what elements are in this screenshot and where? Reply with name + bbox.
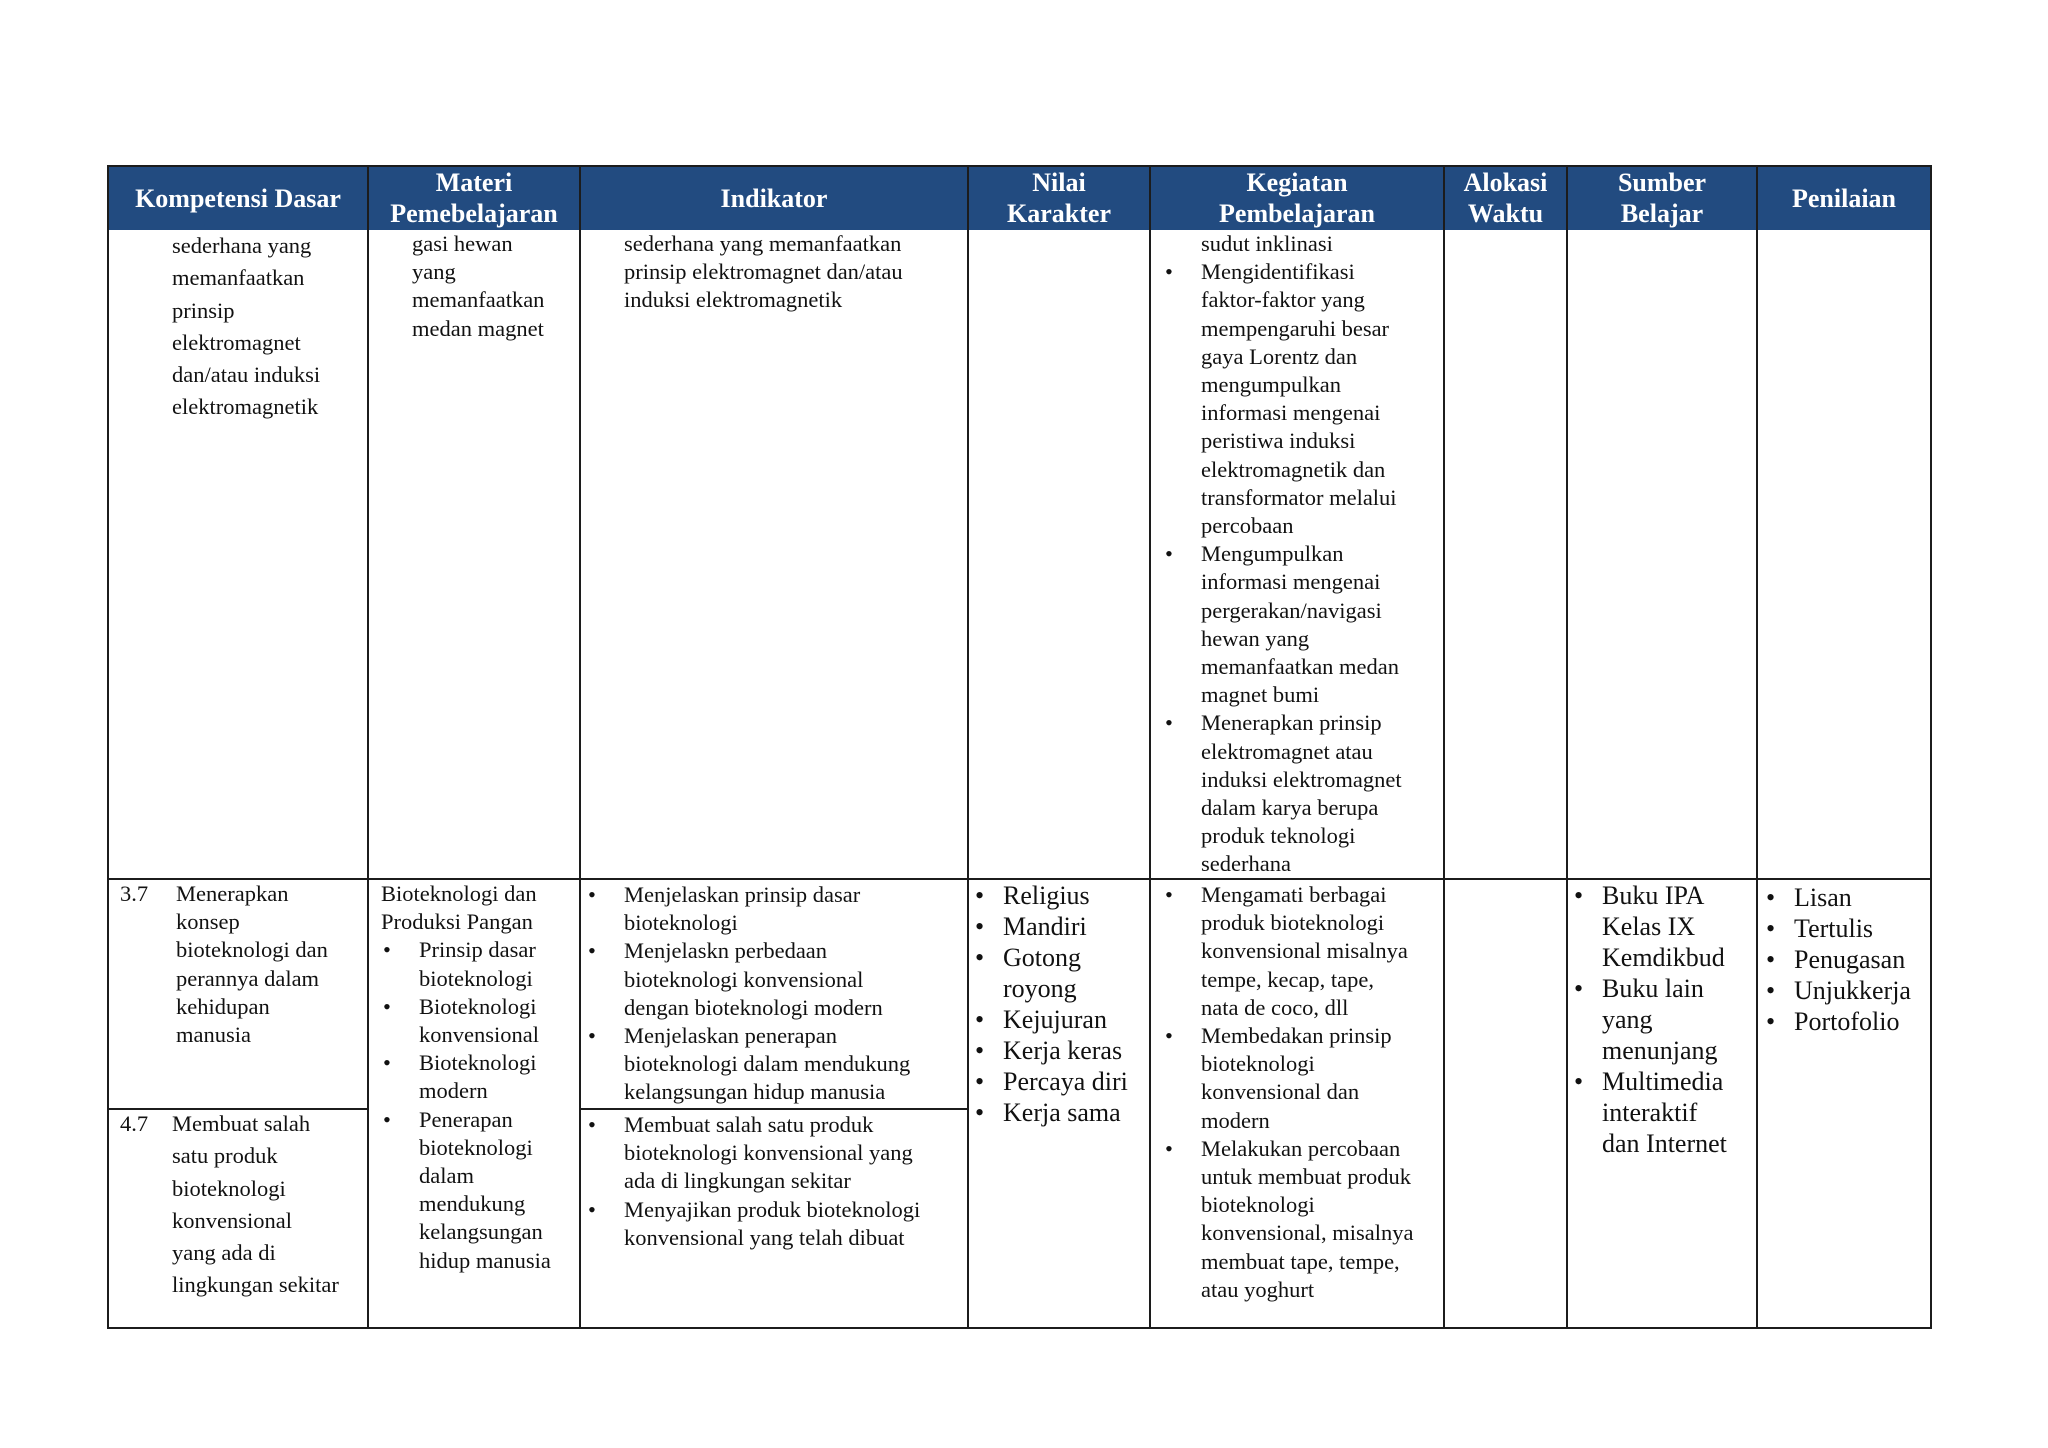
bullet-icon: •: [1766, 883, 1776, 912]
sub-row-divider-indikator: [580, 1108, 968, 1110]
bullet-icon: •: [588, 1023, 596, 1049]
bullet-icon: •: [588, 882, 596, 907]
list-item: • Mandiri: [975, 912, 1087, 941]
list-item: • Buku lain yang menunjang: [1574, 974, 1718, 1065]
bullet-icon: •: [975, 1098, 985, 1127]
bullet-icon: •: [588, 938, 596, 964]
header-alokasi-waktu: Alokasi Waktu: [1463, 168, 1548, 228]
header-indikator: Indikator: [720, 183, 828, 213]
col-divider: [579, 165, 581, 1329]
list-item: • Kejujuran: [975, 1005, 1107, 1034]
bullet-icon: •: [975, 1005, 985, 1034]
list-item: • Membedakan prinsip bioteknologi konvensional dan modern: [1165, 1023, 1392, 1133]
col-divider: [1756, 165, 1758, 1329]
header-kegiatan-pembelajaran: Kegiatan Pembelajaran: [1219, 168, 1375, 228]
list-item: • Mengidentifikasi faktor-faktor yang mempengaruhi besar gaya Lorentz dan mengumpulkan informasi mengenai peristiwa induksi elektromagnetik dan transformator melalui percobaan: [1165, 259, 1397, 539]
bullet-icon: •: [1574, 1067, 1584, 1096]
list-item: • Melakukan percobaan untuk membuat produk bioteknologi konvensional, misalnya membuat tape, tempe, atau yoghurt: [1165, 1135, 1414, 1302]
row1-kegiatan: sudut inklinasi • Mengidentifikasi faktor-faktor yang mempengaruhi besar gaya Lorentz dan mengumpulkan informasi mengenai peristiwa induksi elektromagnetik dan transformator melalui percobaan • Mengumpulkan informasi mengenai pergerakan/navigasi hewan yang memanfaatkan medan magnet bumi • Menerapkan prinsip elektromagnet atau induksi elektromagnet dalam karya berupa produk teknologi sederhana: [1201, 230, 1402, 879]
bullet-icon: •: [975, 943, 985, 972]
bullet-icon: •: [1574, 881, 1584, 910]
bullet-icon: •: [383, 1106, 391, 1132]
bullet-icon: •: [1766, 1007, 1776, 1036]
bullet-icon: •: [383, 937, 391, 963]
header-penilaian: Penilaian: [1791, 183, 1896, 213]
list-item: • Buku IPA Kelas IX Kemdikbud: [1574, 881, 1725, 972]
list-item: • Tertulis: [1766, 914, 1874, 943]
bullet-icon: •: [383, 1050, 391, 1076]
list-item: • Penerapan bioteknologi dalam mendukung kelangsungan hidup manusia: [383, 1106, 551, 1273]
col-divider: [1930, 165, 1932, 1329]
list-item: • Penugasan: [1766, 945, 1906, 974]
list-item: • Multimedia interaktif dan Internet: [1574, 1067, 1727, 1158]
list-item: • Percaya diri: [975, 1067, 1128, 1096]
bullet-icon: •: [588, 1112, 596, 1137]
kd-4-7-number: 4.7: [120, 1111, 149, 1136]
row2-sumber-belajar: [1574, 880, 1727, 1159]
list-item: • Kerja sama: [975, 1098, 1121, 1127]
bullet-icon: •: [975, 1067, 985, 1096]
list-item: • Menjelaskan penerapan bioteknologi dalam mendukung kelangsungan hidup manusia: [588, 1023, 911, 1105]
row2-nilai-karakter: [975, 880, 1128, 1128]
list-item: • Mengamati berbagai produk bioteknologi konvensional misalnya tempe, kecap, tape, nata de coco, dll: [1165, 882, 1408, 1020]
row1-kompetensi-dasar: sederhana yang memanfaatkan prinsip elektromagnet dan/atau induksi elektromagnetik: [172, 233, 321, 420]
list-item: • Unjukkerja: [1766, 976, 1911, 1005]
bullet-icon: •: [1165, 882, 1173, 907]
header-materi-pembelajaran: Materi Pemebelajaran: [390, 168, 558, 228]
col-divider: [967, 165, 969, 1329]
bullet-icon: •: [1165, 1023, 1173, 1049]
list-item: • Menyajikan produk bioteknologi konvensional yang telah dibuat: [588, 1196, 921, 1250]
bullet-icon: •: [1165, 259, 1173, 285]
bullet-icon: •: [383, 993, 391, 1019]
bullet-icon: •: [1165, 1135, 1173, 1161]
list-item: • Bioteknologi konvensional: [383, 993, 539, 1048]
bullet-icon: •: [1766, 914, 1776, 943]
col-divider: [1149, 165, 1151, 1329]
list-item: • Menjelaskn perbedaan bioteknologi konvensional dengan bioteknologi modern: [588, 938, 883, 1020]
bullet-icon: •: [1574, 974, 1584, 1003]
list-item: • Gotong royong: [975, 943, 1081, 1003]
row1-materi: gasi hewan yang memanfaatkan medan magnet: [412, 231, 545, 341]
kd-3-7-number: 3.7: [120, 881, 149, 906]
list-item: • Religius: [975, 881, 1090, 910]
col-divider: [1566, 165, 1568, 1329]
list-item: • Kerja keras: [975, 1036, 1123, 1065]
list-item: • Menjelaskan prinsip dasar bioteknologi: [588, 882, 861, 936]
header-kompetensi-dasar: Kompetensi Dasar: [135, 183, 341, 213]
row2-indikator-4-7: [588, 1111, 921, 1252]
kd-3-7-text: Menerapkan konsep bioteknologi dan perannya dalam kehidupan manusia: [176, 881, 328, 1048]
bullet-icon: •: [1165, 541, 1173, 567]
list-item: • Portofolio: [1766, 1007, 1900, 1036]
kd-4-7-text: Membuat salah satu produk bioteknologi konvensional yang ada di lingkungan sekitar: [172, 1111, 339, 1298]
list-item: • Mengumpulkan informasi mengenai pergerakan/navigasi hewan yang memanfaatkan medan magnet bumi: [1165, 541, 1400, 708]
list-item: • Menerapkan prinsip elektromagnet atau induksi elektromagnet dalam karya berupa produk teknologi sederhana: [1165, 710, 1402, 877]
list-item: • Bioteknologi modern: [383, 1050, 537, 1104]
col-divider: [107, 165, 109, 1329]
bullet-icon: •: [1766, 945, 1776, 974]
row1-indikator: sederhana yang memanfaatkan prinsip elektromagnet dan/atau induksi elektromagnetik: [624, 231, 903, 313]
table-border-bottom: [107, 1327, 1932, 1329]
bullet-icon: •: [588, 1196, 596, 1222]
list-item: • Membuat salah satu produk bioteknologi konvensional yang ada di lingkungan sekitar: [588, 1112, 913, 1194]
list-item: • Prinsip dasar bioteknologi: [383, 937, 536, 991]
col-divider: [1443, 165, 1445, 1329]
row2-kegiatan: [1165, 881, 1414, 1304]
col-divider: [367, 165, 369, 1329]
list-item: • Lisan: [1766, 883, 1852, 912]
row2-indikator-3-7: [588, 881, 911, 1107]
row2-penilaian: [1766, 882, 1911, 1037]
bullet-icon: •: [975, 881, 985, 910]
bullet-icon: •: [1165, 710, 1173, 736]
header-nilai-karakter: Nilai Karakter: [1007, 168, 1111, 228]
header-sumber-belajar: Sumber Belajar: [1617, 168, 1707, 228]
bullet-icon: •: [975, 912, 985, 941]
bullet-icon: •: [975, 1036, 985, 1065]
row2-materi: Bioteknologi dan Produksi Pangan • Prinsip dasar bioteknologi • Bioteknologi konvensional • Bioteknologi modern • Penerapan bioteknologi dalam mendukung kelangsungan hidup manusia: [381, 880, 551, 1275]
bullet-icon: •: [1766, 976, 1776, 1005]
